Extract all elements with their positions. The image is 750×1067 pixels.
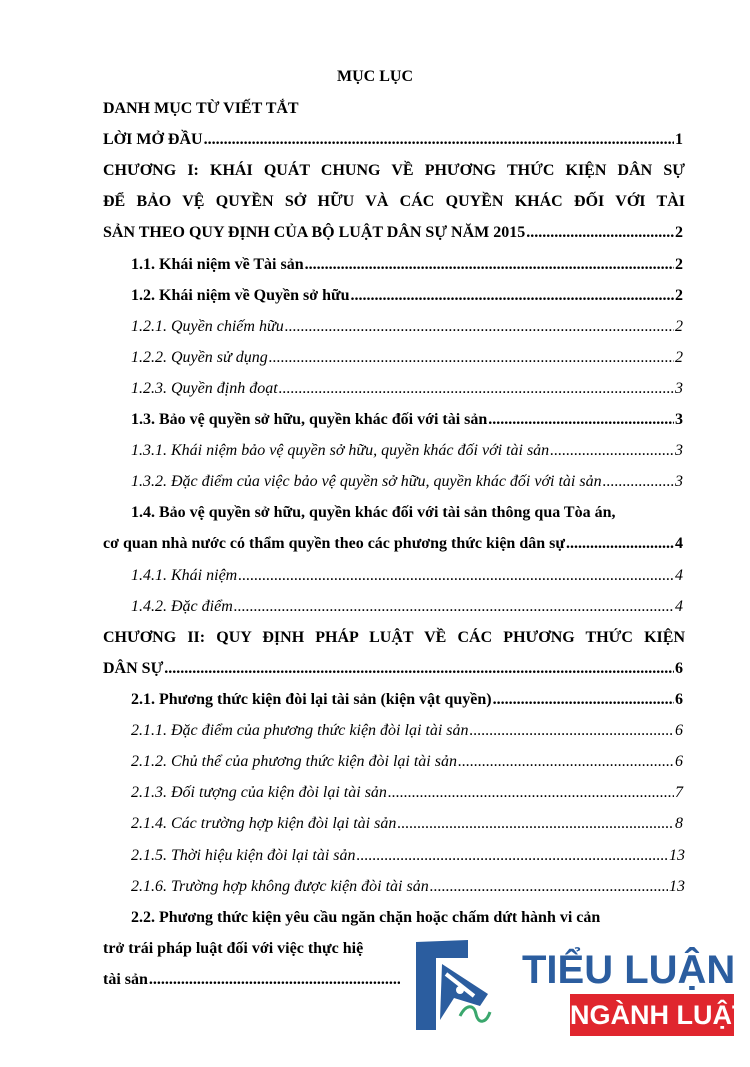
logo-title: TIỂU LUẬN xyxy=(522,948,736,992)
toc-entry-2-1: 2.1. Phương thức kiện đòi lại tài sản (kiện vật quyền) ..... 6 xyxy=(131,689,683,711)
toc-entry-2-1-5: 2.1.5. Thời hiệu kiện đòi lại tài sản ..... 13 xyxy=(131,845,685,867)
toc-entry-1-4-line-1: 1.4. Bảo vệ quyền sở hữu, quyền khác đối với tài sản thông qua Tòa án, xyxy=(131,504,616,521)
toc-chapter-1-line-2: ĐỂ BẢO VỆ QUYỀN SỞ HỮU VÀ CÁC QUYỀN KHÁC ĐỐI VỚI TÀI xyxy=(103,193,685,210)
toc-entry-1-2-3: 1.2.3. Quyền định đoạt ..... 3 xyxy=(131,378,683,400)
toc-entry-2-1-4: 2.1.4. Các trường hợp kiện đòi lại tài sản ..... 8 xyxy=(131,813,683,835)
toc-entry-1-3-1: 1.3.1. Khái niệm bảo vệ quyền sở hữu, quyền khác đối với tài sản ..... 3 xyxy=(131,440,683,462)
toc-entry-1-4-2: 1.4.2. Đặc điểm ..... 4 xyxy=(131,596,683,618)
toc-chapter-1-line-1: CHƯƠNG I: KHÁI QUÁT CHUNG VỀ PHƯƠNG THỨC KIỆN DÂN SỰ xyxy=(103,162,685,179)
toc-entry-2-2-line-1: 2.2. Phương thức kiện yêu cầu ngăn chặn hoặc chấm dứt hành vi cản xyxy=(131,909,601,926)
toc-chapter-2-line-2: DÂN SỰ ..... 6 xyxy=(103,658,683,680)
toc-title: MỤC LỤC xyxy=(337,68,413,85)
toc-entry-1-3: 1.3. Bảo vệ quyền sở hữu, quyền khác đối với tài sản ..... 3 xyxy=(131,409,683,431)
toc-entry-2-2-line-3: tài sản ..... xyxy=(103,969,401,991)
toc-entry-abbreviations: DANH MỤC TỪ VIẾT TẮT xyxy=(103,100,299,117)
toc-entry-1-2-1: 1.2.1. Quyền chiếm hữu ..... 2 xyxy=(131,316,683,338)
pen-nib-icon xyxy=(402,934,522,1044)
toc-entry-2-1-3: 2.1.3. Đối tượng của kiện đòi lại tài sản ..... 7 xyxy=(131,782,683,804)
toc-entry-1-2: 1.2. Khái niệm về Quyền sở hữu ..... 2 xyxy=(131,285,683,307)
toc-entry-2-1-1: 2.1.1. Đặc điểm của phương thức kiện đòi lại tài sản ..... 6 xyxy=(131,720,683,742)
toc-entry-2-1-6: 2.1.6. Trường hợp không được kiện đòi tài sản ..... 13 xyxy=(131,876,685,898)
toc-entry-1-4-line-2: cơ quan nhà nước có thẩm quyền theo các phương thức kiện dân sự ..... 4 xyxy=(103,533,683,555)
toc-entry-2-2-line-2: trở trái pháp luật đối với việc thực hiệ xyxy=(103,940,364,957)
toc-entry-1-1: 1.1. Khái niệm về Tài sản ..... 2 xyxy=(131,254,683,276)
toc-entry-2-1-2: 2.1.2. Chủ thể của phương thức kiện đòi lại tài sản ..... 6 xyxy=(131,751,683,773)
toc-chapter-2-line-1: CHƯƠNG II: QUY ĐỊNH PHÁP LUẬT VỀ CÁC PHƯƠNG THỨC KIỆN xyxy=(103,629,685,646)
brand-logo xyxy=(402,934,749,1044)
toc-entry-1-4-1: 1.4.1. Khái niệm ..... 4 xyxy=(131,565,683,587)
toc-entry-introduction: LỜI MỞ ĐẦU ..... 1 xyxy=(103,129,683,151)
toc-entry-1-3-2: 1.3.2. Đặc điểm của việc bảo vệ quyền sở hữu, quyền khác đối với tài sản ..... 3 xyxy=(131,471,683,493)
toc-entry-1-2-2: 1.2.2. Quyền sử dụng ..... 2 xyxy=(131,347,683,369)
logo-subtitle-badge: NGÀNH LUẬT xyxy=(570,994,734,1036)
toc-chapter-1-line-3: SẢN THEO QUY ĐỊNH CỦA BỘ LUẬT DÂN SỰ NĂM 2015 ..... 2 xyxy=(103,222,683,244)
